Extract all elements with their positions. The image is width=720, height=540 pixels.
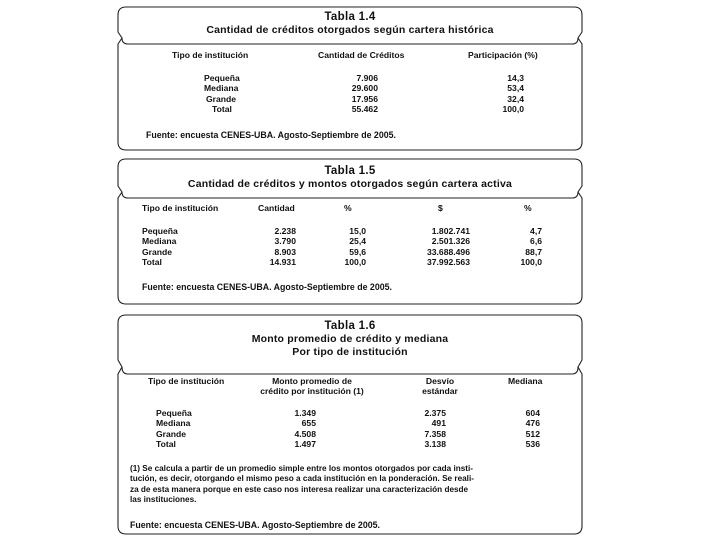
- t15-col-pct1: %: [344, 203, 352, 213]
- t16-r1-monto: 655: [301, 418, 316, 429]
- t16-footnote-line4: las instituciones.: [130, 495, 197, 505]
- table-1-4-title: Cantidad de créditos otorgados según cartera histórica: [206, 24, 494, 36]
- t16-r3-monto: 1.497: [294, 438, 316, 449]
- table-1-6-title-line2: Por tipo de institución: [292, 346, 408, 358]
- t15-r0-pesos: 1.802.741: [431, 226, 470, 236]
- t16-col-desvio: [400, 376, 480, 396]
- t16-r1-desvio: 491: [431, 418, 446, 429]
- t14-r1-cant: 29.600: [351, 83, 378, 94]
- table-1-5-title: Cantidad de créditos y montos otorgados según cartera activa: [187, 178, 513, 190]
- t15-r2-p2: 88,7: [525, 246, 542, 257]
- t14-r3-tipo: Total: [212, 103, 232, 114]
- t15-body: [116, 226, 584, 267]
- table-row: [116, 257, 584, 267]
- table-1-6-title-line1: Monto promedio de crédito y mediana: [251, 333, 449, 345]
- t14-r3-part: 100,0: [502, 103, 524, 114]
- t14-r1-part: 53,4: [507, 83, 524, 94]
- t14-col-cantidad: Cantidad de Créditos: [318, 50, 405, 60]
- t15-r2-pesos: 33.688.496: [426, 246, 470, 257]
- t16-r0-tipo: Pequeña: [156, 408, 192, 418]
- t16-r2-desvio: 7.358: [424, 428, 446, 439]
- table-row: [116, 94, 584, 104]
- table-row: [116, 73, 584, 83]
- t15-r0-tipo: Pequeña: [142, 226, 178, 236]
- table-1-5-number: Tabla 1.5: [324, 165, 376, 177]
- table-1-5: [116, 156, 584, 308]
- t14-r0-cant: 7.906: [356, 73, 378, 83]
- table-1-4-number: Tabla 1.4: [324, 11, 376, 23]
- t16-col-desvio-line1: Desvío: [425, 376, 455, 386]
- t16-r3-tipo: Total: [156, 438, 176, 449]
- table-row: [116, 83, 584, 93]
- table-1-4: [116, 4, 584, 154]
- t15-col-cantidad: Cantidad: [258, 203, 295, 213]
- table-row: [116, 236, 584, 246]
- t14-r3-cant: 55.462: [351, 103, 378, 114]
- t16-source: Fuente: encuesta CENES-UBA. Agosto-Septiembre de 2005.: [130, 520, 380, 530]
- t14-r1-tipo: Mediana: [204, 83, 239, 94]
- t14-r2-part: 32,4: [507, 93, 524, 104]
- t14-body: [116, 73, 584, 114]
- table-row: [116, 104, 584, 114]
- t16-r0-desvio: 2.375: [424, 408, 446, 418]
- table-1-4-heading: [116, 10, 584, 37]
- t15-r2-cant: 8.903: [274, 246, 296, 257]
- t16-col-mediana: Mediana: [508, 376, 543, 386]
- t14-r0-part: 14,3: [507, 73, 524, 83]
- t15-r1-p2: 6,6: [530, 236, 542, 247]
- t15-r3-p1: 100,0: [344, 256, 366, 267]
- t16-col-monto-line2: crédito por institución (1): [260, 386, 364, 396]
- t16-r1-mediana: 476: [525, 418, 540, 429]
- t16-r3-desvio: 3.138: [424, 438, 446, 449]
- t15-col-tipo: Tipo de institución: [142, 203, 219, 213]
- t16-col-monto-line1: Monto promedio de: [272, 376, 352, 386]
- t14-col-participacion: Participación (%): [468, 50, 538, 60]
- t16-r2-mediana: 512: [525, 428, 540, 439]
- t16-r3-mediana: 536: [525, 438, 540, 449]
- t16-r1-tipo: Mediana: [156, 418, 191, 429]
- t15-r2-tipo: Grande: [142, 246, 173, 257]
- t16-r2-tipo: Grande: [156, 428, 187, 439]
- t15-col-pct2: %: [524, 203, 532, 213]
- table-row: [116, 226, 584, 236]
- table-1-6-number: Tabla 1.6: [324, 320, 376, 332]
- t15-r2-p1: 59,6: [349, 246, 366, 257]
- table-row: [116, 247, 584, 257]
- t15-r0-cant: 2.238: [274, 226, 296, 236]
- t14-r2-tipo: Grande: [206, 93, 237, 104]
- t16-footnote-line2: tución, es decir, otorgando el mismo peso a cada institución en la ponderación. Se reali-: [130, 474, 474, 484]
- t14-col-tipo: Tipo de institución: [172, 50, 249, 60]
- table-1-6: [116, 312, 584, 538]
- t15-r0-p2: 4,7: [530, 226, 542, 236]
- table-row: [116, 439, 584, 449]
- t16-r0-mediana: 604: [525, 408, 540, 418]
- t16-col-tipo: Tipo de institución: [148, 376, 225, 386]
- t15-r1-tipo: Mediana: [142, 236, 177, 247]
- table-1-6-heading: [116, 319, 584, 359]
- table-row: [116, 418, 584, 428]
- table-row: [116, 429, 584, 439]
- table-row: [116, 408, 584, 418]
- t16-r0-monto: 1.349: [294, 408, 316, 418]
- t14-source: Fuente: encuesta CENES-UBA. Agosto-Septiembre de 2005.: [146, 130, 396, 140]
- t14-r2-cant: 17.956: [351, 93, 378, 104]
- table-1-5-heading: [116, 164, 584, 191]
- t15-col-pesos: $: [438, 203, 443, 213]
- t16-footnote-line1: (1) Se calcula a partir de un promedio simple entre los montos otorgados por cada insti-: [130, 464, 474, 473]
- t15-r3-cant: 14.931: [269, 256, 296, 267]
- t16-r2-monto: 4.508: [294, 428, 316, 439]
- t16-body: [116, 408, 584, 449]
- t15-r0-p1: 15,0: [349, 226, 366, 236]
- t16-col-monto: [242, 376, 382, 396]
- t16-col-desvio-line2: estándar: [422, 386, 458, 396]
- t15-r1-pesos: 2.501.326: [431, 236, 470, 247]
- t16-footnote-line3: za de esta manera porque en este caso nos interesa realizar una caracterización desde: [130, 484, 469, 494]
- t15-r3-tipo: Total: [142, 256, 162, 267]
- t15-source: Fuente: encuesta CENES-UBA. Agosto-Septiembre de 2005.: [142, 282, 392, 292]
- t16-footnote: [130, 464, 576, 506]
- t14-r0-tipo: Pequeña: [204, 73, 240, 83]
- t15-r3-p2: 100,0: [520, 256, 542, 267]
- t15-r1-p1: 25,4: [349, 236, 366, 247]
- t15-r3-pesos: 37.992.563: [426, 256, 470, 267]
- t15-r1-cant: 3.790: [274, 236, 296, 247]
